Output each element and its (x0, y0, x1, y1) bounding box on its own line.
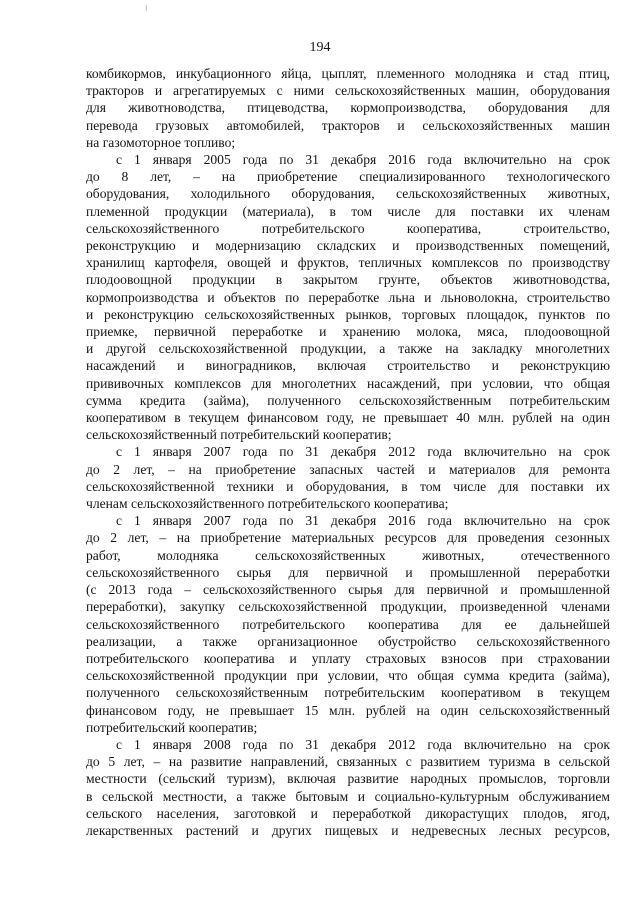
body-text (86, 65, 610, 839)
text-line: комбикормов, инкубационного яйца, цыплят, племенного молодняка и стад птиц, (86, 66, 610, 81)
text-line: работ, молодняка сельскохозяйственных животных, отечественного (86, 547, 610, 563)
text-line: лекарственных растений и других пищевых и недревесных лесных ресурсов, (86, 822, 610, 838)
page-number: 194 (309, 40, 331, 55)
text-line: сельскохозяйственной продукции при условии, что общая сумма кредита (займа), (86, 668, 610, 684)
text-line: реализации, а также организационное обустройство сельскохозяйственного (86, 633, 610, 649)
text-line: для животноводства, птицеводства, кормопроизводства, оборудования для (86, 100, 610, 116)
text-line: до 2 лет, – на приобретение запасных частей и материалов для ремонта (86, 461, 610, 477)
text-line: насаждений и виноградников, включая строительство и реконструкцию (86, 358, 610, 374)
text-line: переработки), закупку сельскохозяйственной продукции, произведенной членами (86, 599, 610, 615)
text-line: с 1 января 2007 года по 31 декабря 2016 года включительно на срок (116, 513, 610, 529)
text-line: в сельской местности, а также бытовым и социально-культурным обслуживанием (86, 788, 610, 804)
paragraph (86, 443, 610, 512)
text-line: реконструкцию и модернизацию складских и производственных помещений, (86, 238, 610, 254)
text-line: кооперативом в текущем финансовом году, не превышает 40 млн. рублей на один (86, 410, 610, 426)
text-line: сумма кредита (займа), полученного сельскохозяйственным потребительским (86, 392, 610, 408)
text-line: потребительского кооператива и уплату страховых взносов при страховании (86, 650, 610, 666)
text-line: племенной продукции (материала), в том числе для поставки их членам (86, 203, 610, 219)
text-line: до 8 лет, – на приобретение специализированного технологического (86, 169, 610, 185)
paragraph (86, 736, 610, 839)
text-line: до 5 лет, – на развитие направлений, связанных с развитием туризма в сельской (86, 754, 610, 770)
text-line: тракторов и агрегатируемых с ними сельскохозяйственных машин, оборудования (86, 83, 610, 99)
paragraph (86, 65, 610, 151)
text-line: сельскохозяйственного потребительского кооператива, строительство, (86, 220, 610, 236)
text-line: сельскохозяйственного сырья для первичной и промышленной переработки (86, 564, 610, 580)
text-line: хранилищ картофеля, овощей и фруктов, тепличных комплексов по производству (86, 255, 610, 271)
text-line: приемке, первичной переработке и хранению молока, мяса, плодоовощной (86, 324, 610, 340)
text-line: с 1 января 2007 года по 31 декабря 2012 года включительно на срок (116, 444, 610, 460)
text-line: финансовом году, не превышает 15 млн. рублей на один сельскохозяйственный (86, 702, 610, 718)
text-line: оборудования, холодильного оборудования, сельскохозяйственных животных, (86, 186, 610, 202)
text-line: и другой сельскохозяйственной продукции, а также на закладку многолетних (86, 341, 610, 357)
text-line: сельского населения, заготовкой и переработкой дикорастущих плодов, ягод, (86, 805, 610, 821)
text-line: на газомоторное топливо; (86, 134, 236, 150)
text-line: (с 2013 года – сельскохозяйственного сырья для первичной и промышленной (86, 582, 610, 598)
text-line: с 1 января 2005 года по 31 декабря 2016 года включительно на срок (116, 152, 610, 168)
text-line: прививочных комплексов для многолетних насаждений, при условии, что общая (86, 375, 610, 391)
text-line: сельскохозяйственного потребительского кооператива для ее дальнейшей (86, 616, 610, 632)
scan-mark (146, 5, 147, 11)
text-line: кормопроизводства и объектов по переработке льна и льноволокна, строительство (86, 289, 610, 305)
text-line: сельскохозяйственный потребительский кооператив; (86, 427, 392, 443)
text-line: членам сельскохозяйственного потребительского кооператива; (86, 496, 449, 512)
text-line: местности (сельский туризм), включая развитие народных промыслов, торговли (86, 771, 610, 787)
text-line: плодоовощной продукции в закрытом грунте, объектов животноводства, (86, 272, 610, 288)
text-line: и реконструкцию сельскохозяйственных рынков, торговых площадок, пунктов по (86, 306, 610, 322)
paragraph (86, 512, 610, 736)
text-line: до 2 лет, – на приобретение материальных ресурсов для проведения сезонных (86, 530, 610, 546)
text-line: полученного сельскохозяйственным потребительским кооперативом в текущем (86, 685, 610, 701)
text-line: сельскохозяйственной техники и оборудования, в том числе для поставки их (86, 478, 610, 494)
text-line: потребительский кооператив; (86, 719, 258, 735)
text-line: с 1 января 2008 года по 31 декабря 2012 года включительно на срок (116, 736, 610, 752)
paragraph (86, 151, 610, 443)
text-line: перевода грузовых автомобилей, тракторов и сельскохозяйственных машин (86, 117, 610, 133)
